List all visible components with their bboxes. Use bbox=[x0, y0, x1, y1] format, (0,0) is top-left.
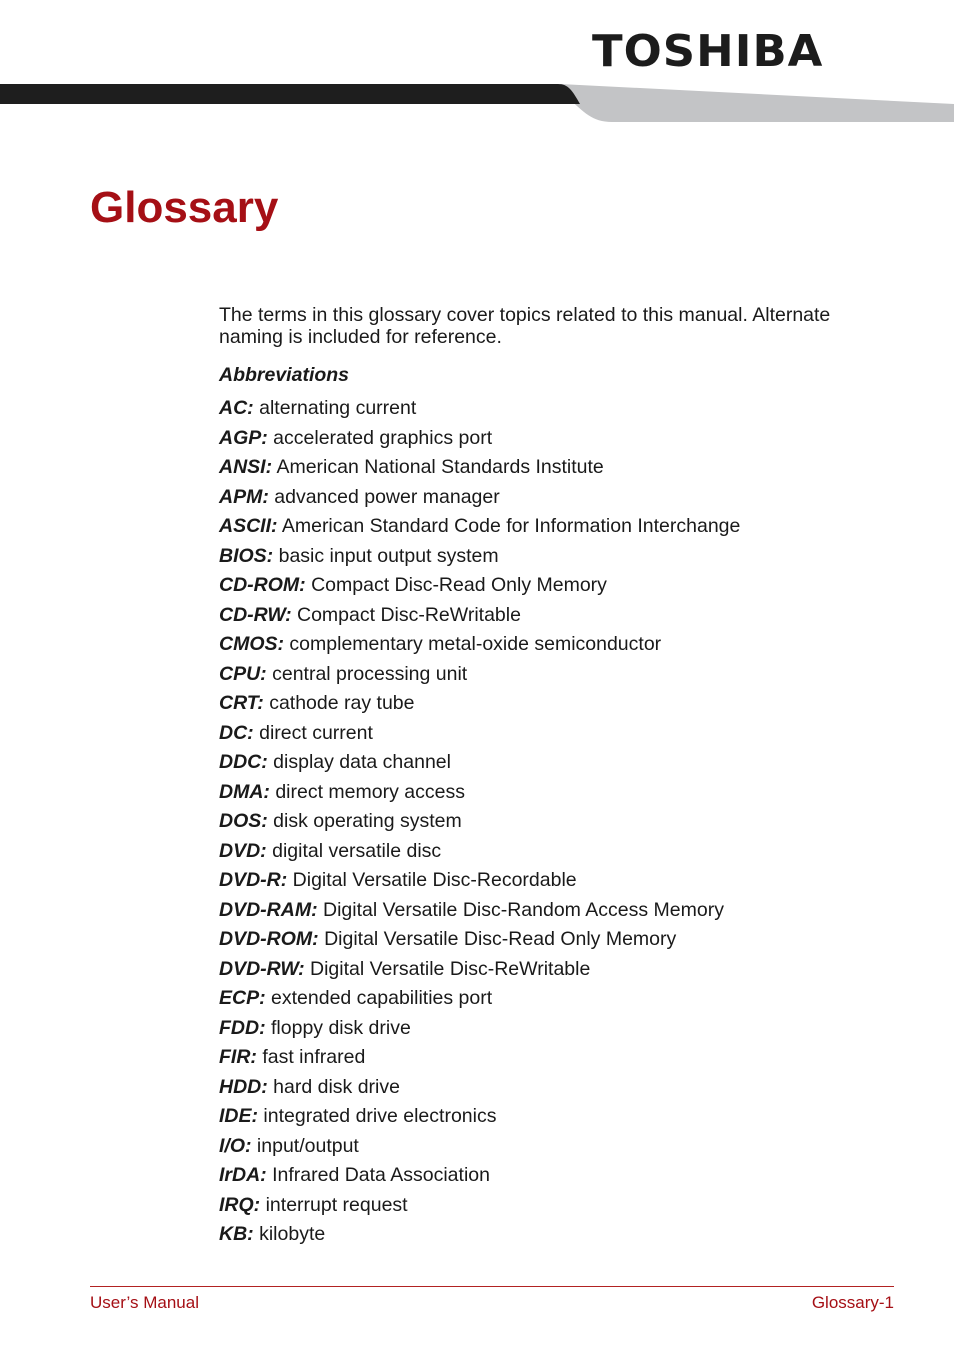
glossary-entry bbox=[219, 427, 919, 457]
glossary-definition: alternating current bbox=[259, 397, 417, 419]
glossary-entry bbox=[219, 692, 919, 722]
glossary-term: APM: bbox=[219, 485, 269, 508]
glossary-entry bbox=[219, 1017, 919, 1047]
glossary-definition: Compact Disc-ReWritable bbox=[297, 603, 521, 626]
glossary-entry bbox=[219, 1164, 919, 1194]
glossary-entry bbox=[219, 781, 919, 811]
header-band bbox=[0, 84, 954, 124]
glossary-definition: American Standard Code for Information Interchange bbox=[281, 515, 741, 537]
glossary-definition: disk operating system bbox=[273, 810, 462, 832]
glossary-term: DVD-RAM: bbox=[219, 898, 318, 921]
glossary-definition: Digital Versatile Disc-Read Only Memory bbox=[324, 928, 677, 950]
glossary-term: DVD-RW: bbox=[219, 957, 305, 980]
glossary-entry bbox=[219, 810, 919, 840]
glossary-definition: interrupt request bbox=[265, 1193, 408, 1216]
glossary-definition: extended capabilities port bbox=[271, 987, 493, 1009]
footer-page-number: Glossary-1 bbox=[811, 1293, 894, 1312]
toshiba-logo: TOSHIBA bbox=[592, 26, 824, 77]
glossary-term: DC: bbox=[219, 721, 254, 744]
glossary-list bbox=[219, 397, 919, 1253]
glossary-term: DVD: bbox=[219, 839, 267, 862]
glossary-term: HDD: bbox=[219, 1075, 268, 1098]
glossary-term: CRT: bbox=[219, 692, 264, 714]
glossary-entry bbox=[219, 486, 919, 516]
glossary-entry bbox=[219, 515, 919, 545]
glossary-term: ANSI: bbox=[219, 456, 273, 478]
header-band-light bbox=[560, 84, 954, 122]
glossary-term: CD-ROM: bbox=[219, 574, 306, 596]
glossary-entry bbox=[219, 987, 919, 1017]
glossary-term: DVD-ROM: bbox=[219, 928, 319, 950]
glossary-definition: Digital Versatile Disc-Recordable bbox=[292, 869, 577, 891]
glossary-definition: input/output bbox=[256, 1134, 359, 1157]
intro-paragraph: The terms in this glossary cover topics related to this manual. Alternate naming is included for reference. bbox=[219, 304, 831, 348]
glossary-entry bbox=[219, 928, 919, 958]
glossary-definition: direct memory access bbox=[275, 780, 465, 803]
glossary-definition: display data channel bbox=[273, 751, 451, 773]
glossary-definition: fast infrared bbox=[262, 1046, 366, 1068]
glossary-entry bbox=[219, 1135, 919, 1165]
header-band-dark bbox=[0, 84, 580, 104]
glossary-term: CPU: bbox=[219, 662, 267, 685]
glossary-definition: basic input output system bbox=[278, 544, 499, 567]
glossary-term: DMA: bbox=[219, 780, 270, 803]
glossary-term: ASCII: bbox=[219, 515, 278, 537]
glossary-definition: direct current bbox=[259, 721, 373, 744]
glossary-term: I/O: bbox=[219, 1134, 252, 1157]
footer-manual-name: User’s Manual bbox=[90, 1293, 199, 1312]
glossary-entry bbox=[219, 604, 919, 634]
glossary-term: IrDA: bbox=[219, 1164, 267, 1186]
footer-divider bbox=[90, 1286, 894, 1287]
glossary-definition: complementary metal-oxide semiconductor bbox=[289, 633, 662, 655]
page-title: Glossary bbox=[90, 183, 279, 232]
glossary-definition: kilobyte bbox=[259, 1223, 326, 1245]
glossary-entry bbox=[219, 574, 919, 604]
glossary-entry bbox=[219, 1076, 919, 1106]
glossary-definition: digital versatile disc bbox=[272, 839, 442, 862]
glossary-entry bbox=[219, 722, 919, 752]
glossary-term: FDD: bbox=[219, 1016, 266, 1039]
glossary-term: AC: bbox=[219, 397, 254, 419]
glossary-term: KB: bbox=[219, 1223, 254, 1245]
glossary-entry bbox=[219, 663, 919, 693]
glossary-term: IDE: bbox=[219, 1105, 258, 1127]
glossary-term: DVD-R: bbox=[219, 869, 288, 891]
glossary-term: DOS: bbox=[219, 810, 268, 832]
glossary-entry bbox=[219, 869, 919, 899]
glossary-entry bbox=[219, 397, 919, 427]
glossary-entry bbox=[219, 1105, 919, 1135]
glossary-definition: central processing unit bbox=[272, 662, 468, 685]
glossary-entry bbox=[219, 899, 919, 929]
glossary-definition: integrated drive electronics bbox=[263, 1105, 497, 1127]
glossary-definition: Digital Versatile Disc-ReWritable bbox=[310, 957, 591, 980]
glossary-term: ECP: bbox=[219, 987, 266, 1009]
glossary-entry bbox=[219, 958, 919, 988]
glossary-definition: cathode ray tube bbox=[269, 692, 415, 714]
glossary-entry bbox=[219, 633, 919, 663]
glossary-term: AGP: bbox=[219, 426, 268, 449]
glossary-definition: accelerated graphics port bbox=[273, 426, 493, 449]
glossary-definition: Compact Disc-Read Only Memory bbox=[311, 574, 607, 596]
glossary-entry bbox=[219, 1223, 919, 1253]
glossary-term: CD-RW: bbox=[219, 603, 292, 626]
glossary-definition: American National Standards Institute bbox=[276, 456, 604, 478]
glossary-entry bbox=[219, 456, 919, 486]
glossary-definition: floppy disk drive bbox=[271, 1016, 411, 1039]
section-heading: Abbreviations bbox=[219, 364, 350, 386]
glossary-term: BIOS: bbox=[219, 544, 274, 567]
glossary-term: DDC: bbox=[219, 751, 268, 773]
glossary-entry bbox=[219, 840, 919, 870]
glossary-entry bbox=[219, 1194, 919, 1224]
glossary-entry bbox=[219, 1046, 919, 1076]
glossary-definition: Digital Versatile Disc-Random Access Memory bbox=[323, 898, 724, 921]
glossary-definition: Infrared Data Association bbox=[272, 1164, 490, 1186]
glossary-definition: advanced power manager bbox=[274, 485, 500, 508]
glossary-entry bbox=[219, 751, 919, 781]
glossary-term: IRQ: bbox=[219, 1193, 261, 1216]
glossary-entry bbox=[219, 545, 919, 575]
glossary-definition: hard disk drive bbox=[273, 1075, 400, 1098]
glossary-term: CMOS: bbox=[219, 633, 284, 655]
glossary-term: FIR: bbox=[219, 1046, 257, 1068]
